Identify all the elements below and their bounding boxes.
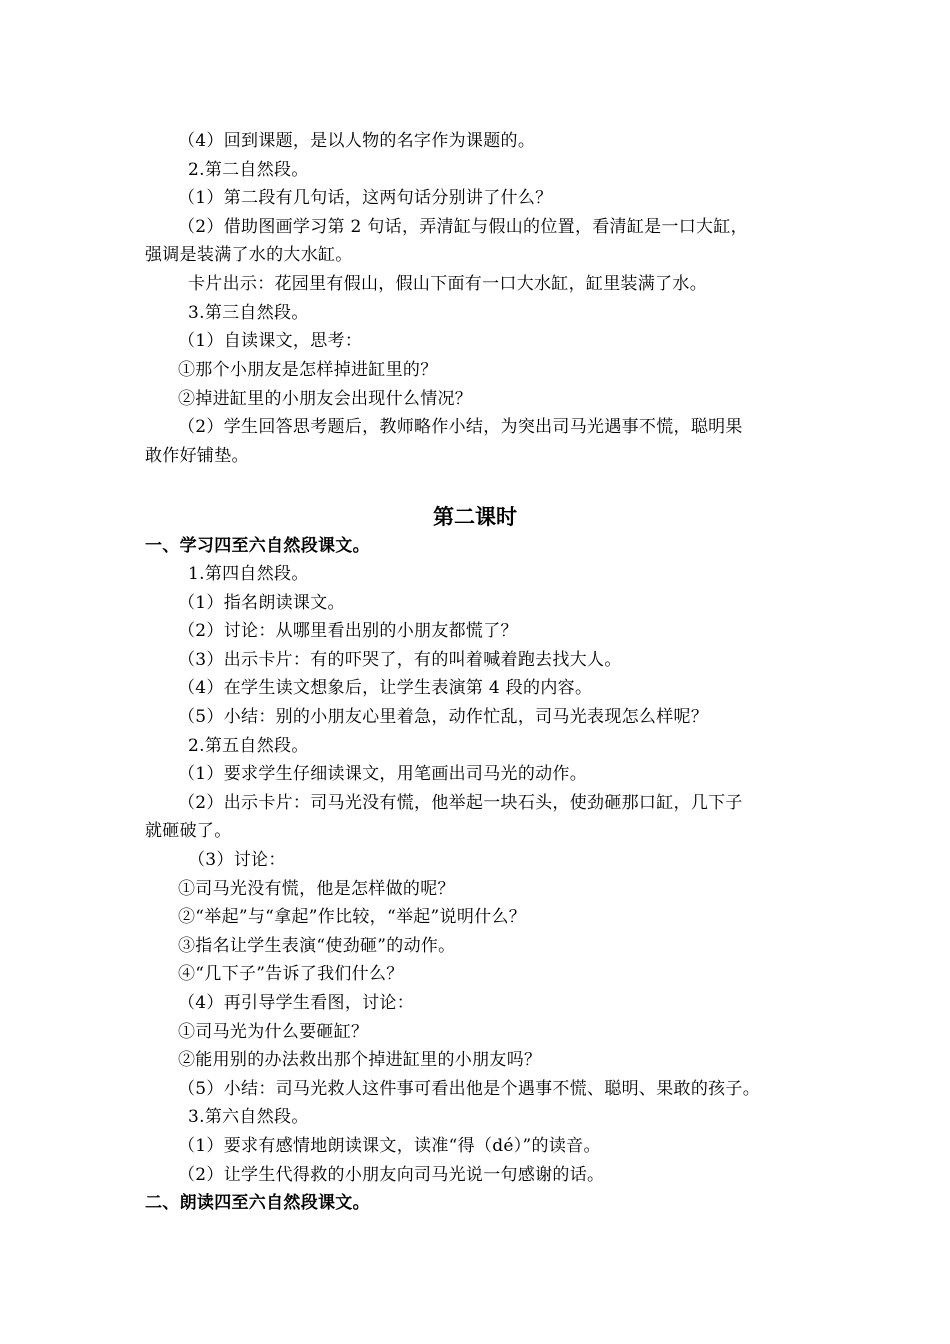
- text-line: 就砸破了。: [145, 821, 232, 841]
- text-line: （2）借助图画学习第 2 句话，弄清缸与假山的位置，看清缸是一口大缸，: [178, 217, 748, 237]
- text-line: ④“几下子”告诉了我们什么？: [178, 964, 404, 984]
- text-line: （1）要求学生仔细读课文，用笔画出司马光的动作。: [178, 764, 588, 784]
- text-line: （2）让学生代得救的小朋友向司马光说一句感谢的话。: [178, 1165, 605, 1185]
- text-line: 3.第三自然段。: [188, 303, 309, 323]
- text-line: （1）第二段有几句话，这两句话分别讲了什么？: [178, 188, 553, 208]
- lesson-title: 第二课时: [433, 505, 517, 529]
- text-line: 敢作好铺垫。: [145, 446, 249, 466]
- text-line: （1）指名朗读课文。: [178, 593, 345, 613]
- text-line: （1）要求有感情地朗读课文，读准“得（dé）”的读音。: [178, 1136, 601, 1156]
- text-line: ③指名让学生表演“使劲砸”的动作。: [178, 936, 456, 956]
- text-line: 2.第五自然段。: [188, 736, 309, 756]
- text-line: 2.第二自然段。: [188, 160, 309, 180]
- text-line: （2）讨论：从哪里看出别的小朋友都慌了？: [178, 621, 518, 641]
- text-line: （3）出示卡片：有的吓哭了，有的叫着喊着跑去找大人。: [178, 650, 622, 670]
- text-line: 1.第四自然段。: [188, 564, 309, 584]
- text-line: ①那个小朋友是怎样掉进缸里的？: [178, 360, 438, 380]
- text-line: （3）讨论：: [188, 850, 286, 870]
- text-line: （4）回到课题，是以人物的名字作为课题的。: [178, 131, 536, 151]
- text-line: 3.第六自然段。: [188, 1107, 309, 1127]
- text-line: ①司马光没有慌，他是怎样做的呢？: [178, 879, 455, 899]
- text-line: （5）小结：别的小朋友心里着急，动作忙乱，司马光表现怎么样呢？: [178, 707, 709, 727]
- text-line: （1）自读课文，思考：: [178, 331, 363, 351]
- text-line: （4）在学生读文想象后，让学生表演第 4 段的内容。: [178, 678, 593, 698]
- text-line: 强调是装满了水的大水缸。: [145, 245, 353, 265]
- section-heading: 一、学习四至六自然段课文。: [145, 536, 370, 556]
- text-line: （2）出示卡片：司马光没有慌，他举起一块石头，使劲砸那口缸，几下子: [178, 793, 743, 813]
- text-line: （2）学生回答思考题后，教师略作小结，为突出司马光遇事不慌，聪明果: [178, 417, 743, 437]
- text-line: ②能用别的办法救出那个掉进缸里的小朋友吗？: [178, 1050, 542, 1070]
- text-line: ①司马光为什么要砸缸？: [178, 1022, 369, 1042]
- text-line: ②掉进缸里的小朋友会出现什么情况？: [178, 389, 473, 409]
- text-line: ②“举起”与“拿起”作比较，“举起”说明什么？: [178, 907, 527, 927]
- text-line: （4）再引导学生看图，讨论：: [178, 993, 415, 1013]
- text-line: 卡片出示：花园里有假山，假山下面有一口大水缸，缸里装满了水。: [188, 274, 707, 294]
- section-heading: 二、朗读四至六自然段课文。: [145, 1193, 370, 1213]
- text-line: （5）小结：司马光救人这件事可看出他是个遇事不慌、聪明、果敢的孩子。: [178, 1079, 761, 1099]
